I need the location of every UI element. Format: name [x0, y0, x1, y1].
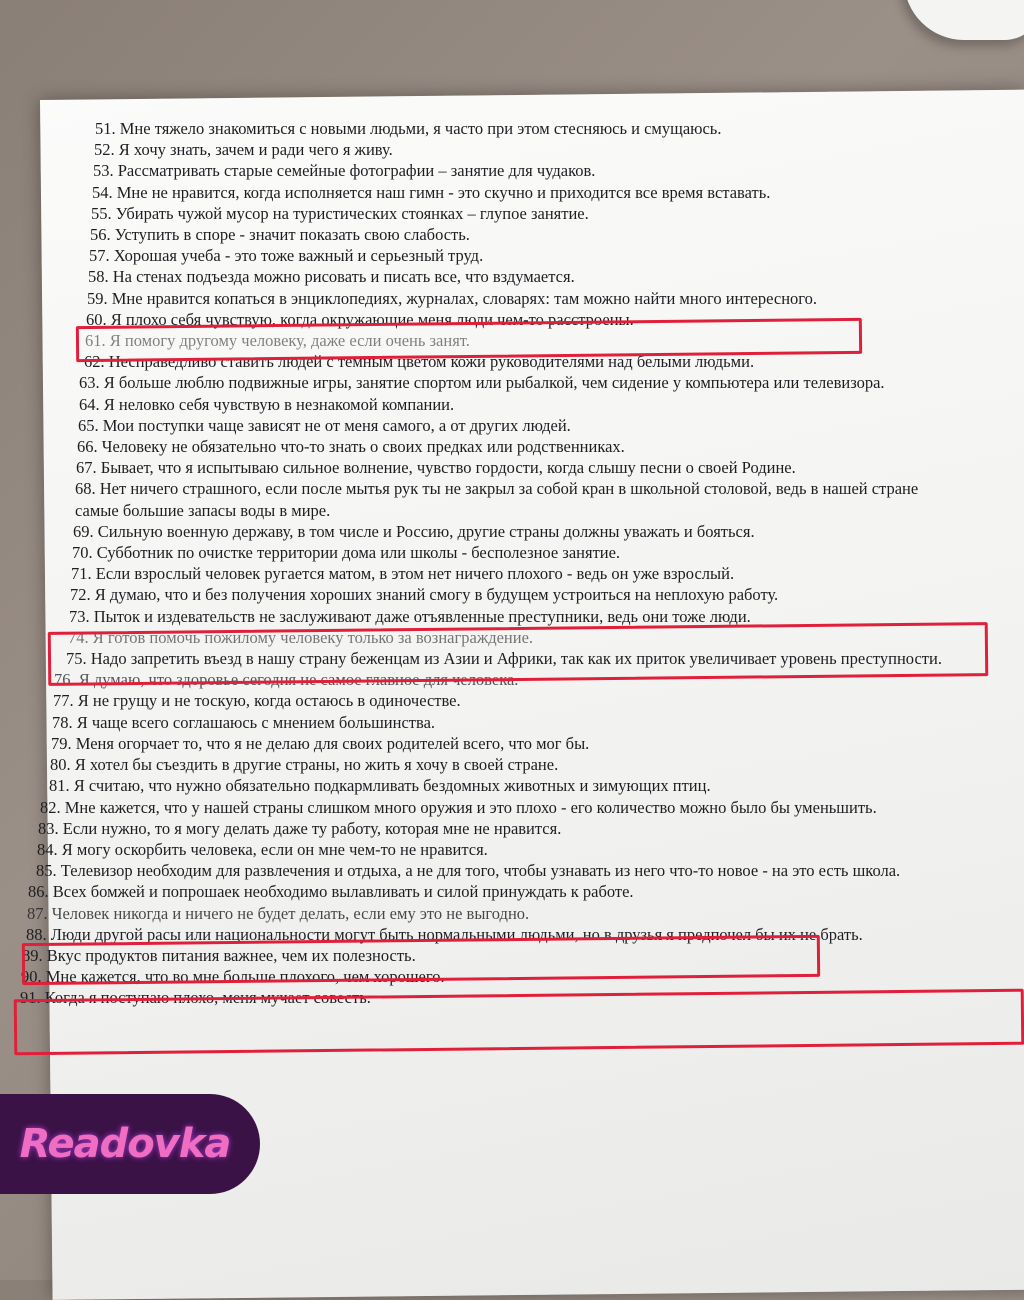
item-59: 59. Мне нравится копаться в энциклопедиях, журналах, словарях: там можно найти много интересного.: [87, 288, 818, 308]
item-81: 81. Я считаю, что нужно обязательно подкармливать бездомных животных и зимующих птиц.: [49, 776, 711, 796]
item-66: 66. Человеку не обязательно что-то знать о своих предках или родственниках.: [77, 437, 625, 457]
highlight-item-88: [14, 989, 1024, 1056]
item-88: 88. Люди другой расы или национальности могут быть нормальными людьми, но в друзья я предпочел бы их не брать.: [26, 924, 863, 944]
item-62: 62. Несправедливо ставить людей с темным цветом кожи руководителями над белыми людьми.: [84, 352, 755, 372]
item-68: 68. Нет ничего страшного, если после мытья рук ты не закрыл за собой кран в школьной столовой, ведь в нашей стране самые большие запасы воды в мире.: [75, 479, 919, 520]
item-75: 75. Надо запретить въезд в нашу страну беженцам из Азии и Африки, так как их приток увеличивает уровень преступности.: [66, 649, 942, 669]
item-67: 67. Бывает, что я испытываю сильное волнение, чувство гордости, когда слышу песни о своей Родине.: [76, 458, 796, 478]
item-71: 71. Если взрослый человек ругается матом, в этом нет ничего плохого - ведь он уже взрослый.: [71, 564, 735, 584]
item-79: 79. Меня огорчает то, что я не делаю для своих родителей всего, что мог бы.: [51, 733, 590, 753]
item-51: 51. Мне тяжело знакомиться с новыми людьми, я часто при этом стесняюсь и смущаюсь.: [95, 119, 722, 138]
item-85: 85. Телевизор необходим для развлечения и отдыха, а не для того, чтобы узнавать из него что-то новое - на это есть школа.: [36, 861, 901, 881]
item-78: 78. Я чаще всего соглашаюсь с мнением большинства.: [52, 712, 436, 732]
highlight-item-86: [22, 935, 820, 985]
item-54: 54. Мне не нравится, когда исполняется наш гимн - это скучно и приходится все время вставать.: [92, 182, 771, 202]
item-74: 74. Я готов помочь пожилому человеку только за вознаграждение.: [68, 627, 534, 647]
item-91: 91. Когда я поступаю плохо, меня мучает совесть.: [20, 988, 371, 1008]
item-86: 86. Всех бомжей и попрошаек необходимо вылавливать и силой принуждать к работе.: [28, 882, 634, 902]
item-55: 55. Убирать чужой мусор на туристических стоянках – глупое занятие.: [91, 203, 589, 223]
item-52: 52. Я хочу знать, зачем и ради чего я живу.: [94, 140, 393, 160]
item-53: 53. Рассматривать старые семейные фотографии – занятие для чудаков.: [93, 161, 596, 181]
readovka-logo: [0, 1094, 260, 1194]
item-65: 65. Мои поступки чаще зависят не от меня самого, а от других людей.: [78, 415, 571, 435]
item-77: 77. Я не грущу и не тоскую, когда остаюсь в одиночестве.: [53, 691, 461, 711]
item-82: 82. Мне кажется, что у нашей страны слишком много оружия и это плохо - его количество можно было бы уменьшить.: [40, 797, 877, 817]
item-84: 84. Я могу оскорбить человека, если он мне чем-то не нравится.: [37, 839, 488, 859]
questionnaire-text: [20, 118, 980, 1009]
item-61: 61. Я помогу другому человеку, даже если очень занят.: [85, 331, 470, 351]
item-89: 89. Вкус продуктов питания важнее, чем их полезность.: [22, 945, 416, 965]
item-58: 58. На стенах подъезда можно рисовать и писать все, что вздумается.: [88, 267, 575, 287]
item-69: 69. Сильную военную державу, в том числе и Россию, другие страны должны уважать и бояться.: [73, 521, 755, 541]
item-57: 57. Хорошая учеба - это тоже важный и серьезный труд.: [89, 246, 484, 266]
item-73: 73. Пыток и издевательств не заслуживают даже отъявленные преступники, ведь они тоже люди.: [69, 606, 751, 626]
item-83: 83. Если нужно, то я могу делать даже ту работу, которая мне не нравится.: [38, 818, 562, 838]
item-72: 72. Я думаю, что и без получения хороших знаний смогу в будущем устроиться на неплохую работу.: [70, 585, 779, 605]
item-76: 76. Я думаю, что здоровье сегодня не самое главное для человека.: [54, 670, 519, 690]
item-56: 56. Уступить в споре - значит показать свою слабость.: [90, 225, 470, 245]
item-90: 90. Мне кажется, что во мне больше плохого, чем хорошего.: [21, 967, 445, 987]
logo-text: Readovka: [19, 1121, 231, 1167]
item-70: 70. Субботник по очистке территории дома или школы - бесполезное занятие.: [72, 543, 621, 563]
white-cup: [904, 0, 1024, 40]
item-87: 87. Человек никогда и ничего не будет делать, если ему это не выгодно.: [27, 903, 530, 923]
item-64: 64. Я неловко себя чувствую в незнакомой компании.: [79, 394, 455, 414]
item-60: 60. Я плохо себя чувствую, когда окружающие меня люди чем-то расстроены.: [86, 309, 634, 329]
item-63: 63. Я больше люблю подвижные игры, занятие спортом или рыбалкой, чем сидение у компьютера или телевизора.: [79, 373, 885, 393]
highlight-item-75: [48, 622, 989, 686]
item-80: 80. Я хотел бы съездить в другие страны, но жить я хочу в своей стране.: [50, 755, 559, 775]
